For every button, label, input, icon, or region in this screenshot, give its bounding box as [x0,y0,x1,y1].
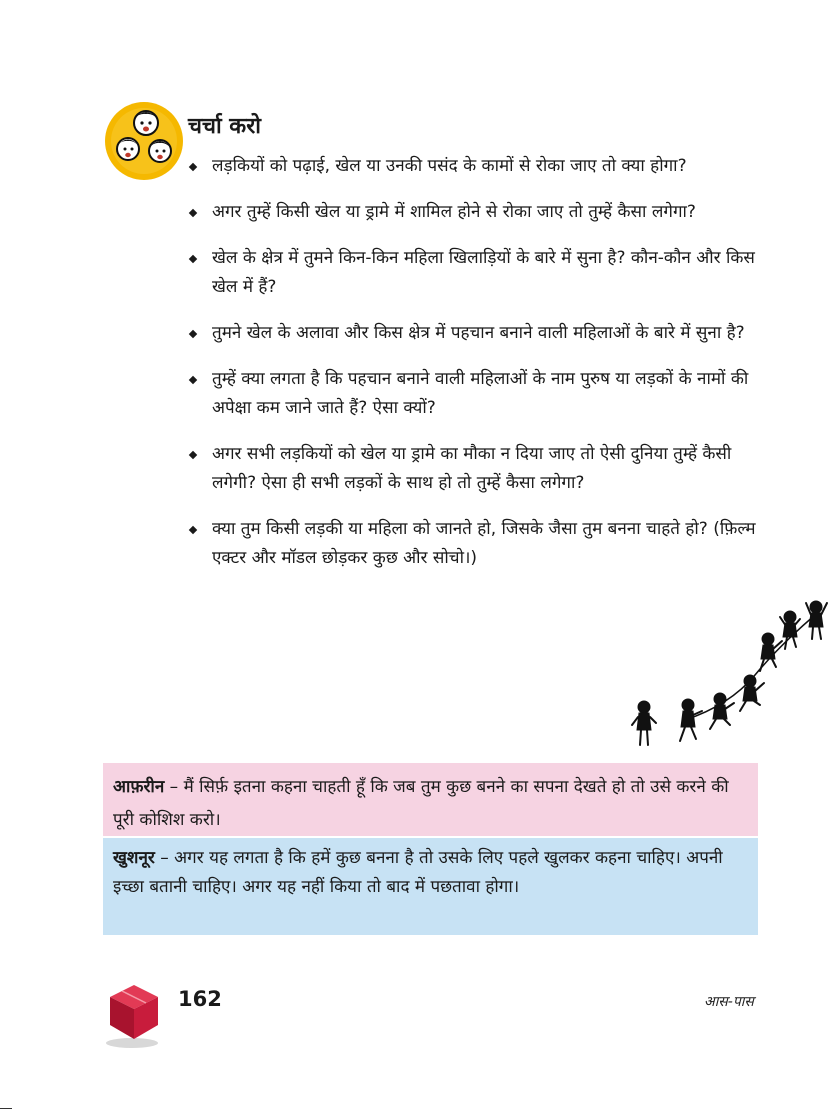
question-text: खेल के क्षेत्र में तुमने किन-किन महिला खिलाड़ियों के बारे में सुना है? कौन-कौन और किस खेल में हैं? [212,248,755,297]
section-heading: चर्चा करो [188,114,261,139]
diamond-bullet-icon [189,209,197,217]
afreen-quote-box [103,763,758,836]
discussion-questions-list [188,152,768,590]
question-text: अगर तुम्हें किसी खेल या ड्रामे में शामिल होने से रोका जाए तो तुम्हें कैसा लगेगा? [212,202,696,222]
book-title: आस-पास [704,994,754,1010]
children-climbing-illustration [630,595,830,755]
red-cube-logo-icon [100,975,170,1050]
question-text: अगर सभी लड़कियों को खेल या ड्रामे का मौका न दिया जाए तो ऐसी दुनिया तुम्हें कैसी लगेगी? ऐसा ही सभी लड़कों के साथ हो तो तुम्हें कैसा लगेगा? [212,444,732,493]
afreen-quote-text: – मैं सिर्फ़ इतना कहना चाहती हूँ कि जब तुम कुछ बनने का सपना देखते हो तो उसे करने की पूरी कोशिश करो। [113,777,729,830]
list-item [188,198,768,227]
list-item [188,319,768,348]
afreen-speaker-name: आफ़रीन [113,777,165,797]
list-item [188,152,768,181]
question-text: तुमने खेल के अलावा और किस क्षेत्र में पहचान बनाने वाली महिलाओं के बारे में सुना है? [212,323,745,343]
list-item [188,440,768,498]
khushnoor-speaker-name: खुशनूर [113,848,155,868]
diamond-bullet-icon [189,451,197,459]
question-text: तुम्हें क्या लगता है कि पहचान बनाने वाली महिलाओं के नाम पुरुष या लड़कों के नामों की अपेक्षा कम जाने जाते हैं? ऐसा क्यों? [212,369,749,418]
khushnoor-quote-text: – अगर यह लगता है कि हमें कुछ बनना है तो उसके लिए पहले खुलकर कहना चाहिए। अपनी इच्छा बतानी चाहिए। अगर यह नहीं किया तो बाद में पछतावा होगा। [113,848,723,897]
page-number: 162 [178,987,222,1011]
diamond-bullet-icon [189,163,197,171]
crop-mark [0,1108,12,1109]
question-text: लड़कियों को पढ़ाई, खेल या उनकी पसंद के कामों से रोका जाए तो क्या होगा? [212,156,687,176]
diamond-bullet-icon [189,330,197,338]
question-text: क्या तुम किसी लड़की या महिला को जानते हो, जिसके जैसा तुम बनना चाहते हो? (फ़िल्म एक्टर और मॉडल छोड़कर कुछ और सोचो।) [212,519,756,568]
list-item [188,515,768,573]
diamond-bullet-icon [189,255,197,263]
khushnoor-quote-box [103,838,758,935]
discussion-faces-icon [104,101,184,181]
diamond-bullet-icon [189,526,197,534]
list-item [188,244,768,302]
diamond-bullet-icon [189,376,197,384]
list-item [188,365,768,423]
